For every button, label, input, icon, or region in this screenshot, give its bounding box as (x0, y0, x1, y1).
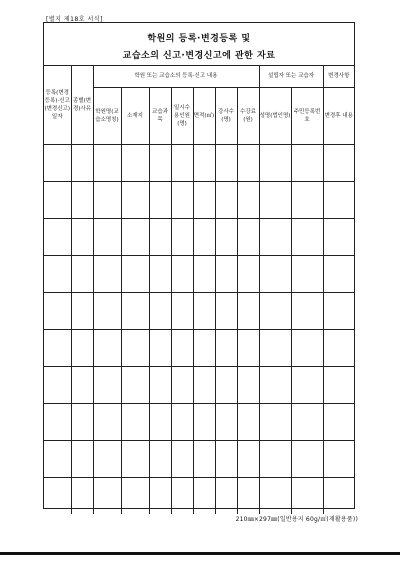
table-cell[interactable] (171, 330, 193, 367)
table-cell[interactable] (44, 441, 71, 478)
table-cell[interactable] (323, 182, 354, 219)
bottom-rule (0, 552, 400, 555)
table-cell[interactable] (149, 145, 171, 182)
table-cell[interactable] (215, 478, 237, 515)
table-cell[interactable] (193, 330, 215, 367)
table-cell[interactable] (44, 478, 71, 515)
table-cell[interactable] (44, 182, 71, 219)
table-cell[interactable] (121, 367, 149, 404)
table-cell[interactable] (44, 293, 71, 330)
table-cell[interactable] (323, 219, 354, 256)
table-cell[interactable] (237, 478, 259, 515)
table-cell[interactable] (193, 293, 215, 330)
table-cell[interactable] (121, 404, 149, 441)
table-cell[interactable] (71, 367, 93, 404)
table-cell[interactable] (93, 404, 121, 441)
table-cell[interactable] (291, 145, 323, 182)
table-cell[interactable] (215, 441, 237, 478)
table-cell[interactable] (171, 293, 193, 330)
table-cell[interactable] (171, 441, 193, 478)
table-cell[interactable] (215, 219, 237, 256)
registration-table (44, 65, 354, 514)
table-cell[interactable] (215, 182, 237, 219)
table-row (44, 182, 354, 219)
table-row (44, 219, 354, 256)
table-cell[interactable] (44, 330, 71, 367)
table-cell[interactable] (259, 330, 291, 367)
table-cell[interactable] (259, 182, 291, 219)
form-title-line-1: 학원의 등록·변경등록 및 (147, 34, 251, 44)
table-cell[interactable] (237, 256, 259, 293)
form-frame (43, 22, 355, 509)
table-cell[interactable] (71, 293, 93, 330)
table-cell[interactable] (171, 145, 193, 182)
table-cell[interactable] (291, 256, 323, 293)
table-cell[interactable] (44, 145, 71, 182)
table-cell[interactable] (44, 219, 71, 256)
table-cell[interactable] (121, 293, 149, 330)
header-fee: 수강료(원) (237, 88, 259, 145)
table-cell[interactable] (71, 145, 93, 182)
header-changed-content: 변경후 내용 (323, 88, 354, 145)
header-capacity: 일시수용인원(명) (171, 88, 193, 145)
table-cell[interactable] (259, 219, 291, 256)
header-address: 소재지 (121, 88, 149, 145)
table-cell[interactable] (193, 478, 215, 515)
header-group-founder: 설립자 또는 교습자 (259, 65, 323, 88)
table-cell[interactable] (215, 293, 237, 330)
table-cell[interactable] (237, 182, 259, 219)
table-cell[interactable] (259, 145, 291, 182)
table-cell[interactable] (71, 182, 93, 219)
table-cell[interactable] (93, 293, 121, 330)
header-subject: 교습과목 (149, 88, 171, 145)
table-cell[interactable] (259, 256, 291, 293)
table-cell[interactable] (93, 367, 121, 404)
table-cell[interactable] (193, 145, 215, 182)
table-row (44, 330, 354, 367)
table-cell[interactable] (259, 367, 291, 404)
table-cell[interactable] (71, 478, 93, 515)
header-date: 등록(변경등록)·신고(변경신고)일자 (44, 65, 71, 145)
table-cell[interactable] (291, 219, 323, 256)
table-cell[interactable] (215, 145, 237, 182)
form-title-line-2: 교습소의 신고·변경신고에 관한 자료 (122, 51, 276, 61)
table-cell[interactable] (149, 293, 171, 330)
table-cell[interactable] (237, 441, 259, 478)
table-row (44, 256, 354, 293)
table-cell[interactable] (193, 404, 215, 441)
table-cell[interactable] (291, 367, 323, 404)
header-name: 학원명(교습소명칭) (93, 88, 121, 145)
table-cell[interactable] (237, 293, 259, 330)
table-cell[interactable] (71, 219, 93, 256)
table-cell[interactable] (44, 256, 71, 293)
table-cell[interactable] (215, 367, 237, 404)
table-cell[interactable] (121, 219, 149, 256)
table-row (44, 145, 354, 182)
table-cell[interactable] (71, 441, 93, 478)
table-cell[interactable] (193, 182, 215, 219)
table-cell[interactable] (121, 182, 149, 219)
header-area: 면적(㎡) (193, 88, 215, 145)
table-cell[interactable] (323, 478, 354, 515)
table-row (44, 404, 354, 441)
table-cell[interactable] (121, 478, 149, 515)
table-cell[interactable] (121, 145, 149, 182)
table-cell[interactable] (323, 145, 354, 182)
table-row (44, 293, 354, 330)
table-cell[interactable] (71, 404, 93, 441)
table-cell[interactable] (259, 404, 291, 441)
table-cell[interactable] (71, 256, 93, 293)
table-cell[interactable] (93, 145, 121, 182)
table-cell[interactable] (44, 404, 71, 441)
paper-size-footnote: 210㎜×297㎜(일반용지 60g/㎡(재활용품)) (235, 516, 358, 523)
header-group-contents: 학원 또는 교습소의 등록·신고 내용 (93, 65, 259, 88)
table-cell[interactable] (121, 256, 149, 293)
form-label: [별지 제18호 서식] (46, 16, 103, 23)
table-cell[interactable] (259, 441, 291, 478)
table-cell[interactable] (193, 256, 215, 293)
table-cell[interactable] (149, 441, 171, 478)
table-cell[interactable] (121, 330, 149, 367)
table-cell[interactable] (44, 367, 71, 404)
table-cell[interactable] (171, 367, 193, 404)
table-cell[interactable] (323, 256, 354, 293)
header-founder-name: 성명(법인명) (259, 88, 291, 145)
table-cell[interactable] (323, 330, 354, 367)
table-cell[interactable] (171, 256, 193, 293)
header-group-change: 변경사항 (323, 65, 354, 88)
table-cell[interactable] (193, 219, 215, 256)
table-cell[interactable] (171, 182, 193, 219)
table-row (44, 367, 354, 404)
table-cell[interactable] (291, 182, 323, 219)
table-cell[interactable] (171, 478, 193, 515)
table-cell[interactable] (149, 330, 171, 367)
table-cell[interactable] (323, 367, 354, 404)
table-cell[interactable] (149, 367, 171, 404)
header-lecturers: 강사수(명) (215, 88, 237, 145)
table-cell[interactable] (171, 404, 193, 441)
table-cell[interactable] (259, 478, 291, 515)
table-cell[interactable] (237, 404, 259, 441)
table-cell[interactable] (259, 293, 291, 330)
table-cell[interactable] (215, 404, 237, 441)
table-cell[interactable] (323, 404, 354, 441)
table-cell[interactable] (149, 256, 171, 293)
table-row (44, 478, 354, 515)
table-cell[interactable] (291, 404, 323, 441)
table-cell[interactable] (323, 293, 354, 330)
table-cell[interactable] (237, 330, 259, 367)
table-cell[interactable] (71, 330, 93, 367)
header-type-reason: 종별(변경)사유 (71, 65, 93, 145)
table-cell[interactable] (93, 219, 121, 256)
table-cell[interactable] (93, 256, 121, 293)
table-cell[interactable] (323, 441, 354, 478)
table-cell[interactable] (93, 441, 121, 478)
table-cell[interactable] (149, 404, 171, 441)
table-cell[interactable] (93, 330, 121, 367)
table-cell[interactable] (193, 441, 215, 478)
table-cell[interactable] (93, 182, 121, 219)
table-cell[interactable] (237, 145, 259, 182)
table-cell[interactable] (149, 182, 171, 219)
table-cell[interactable] (193, 367, 215, 404)
table-cell[interactable] (291, 478, 323, 515)
table-cell[interactable] (121, 441, 149, 478)
table-cell[interactable] (291, 441, 323, 478)
table-cell[interactable] (215, 256, 237, 293)
table-cell[interactable] (237, 367, 259, 404)
table-row (44, 441, 354, 478)
table-cell[interactable] (291, 330, 323, 367)
table-cell[interactable] (149, 478, 171, 515)
table-cell[interactable] (215, 330, 237, 367)
header-resident-id: 주민등록번호 (291, 88, 323, 145)
table-cell[interactable] (291, 293, 323, 330)
table-cell[interactable] (149, 219, 171, 256)
title-block (44, 23, 354, 66)
table-cell[interactable] (171, 219, 193, 256)
table-cell[interactable] (93, 478, 121, 515)
table-cell[interactable] (237, 219, 259, 256)
